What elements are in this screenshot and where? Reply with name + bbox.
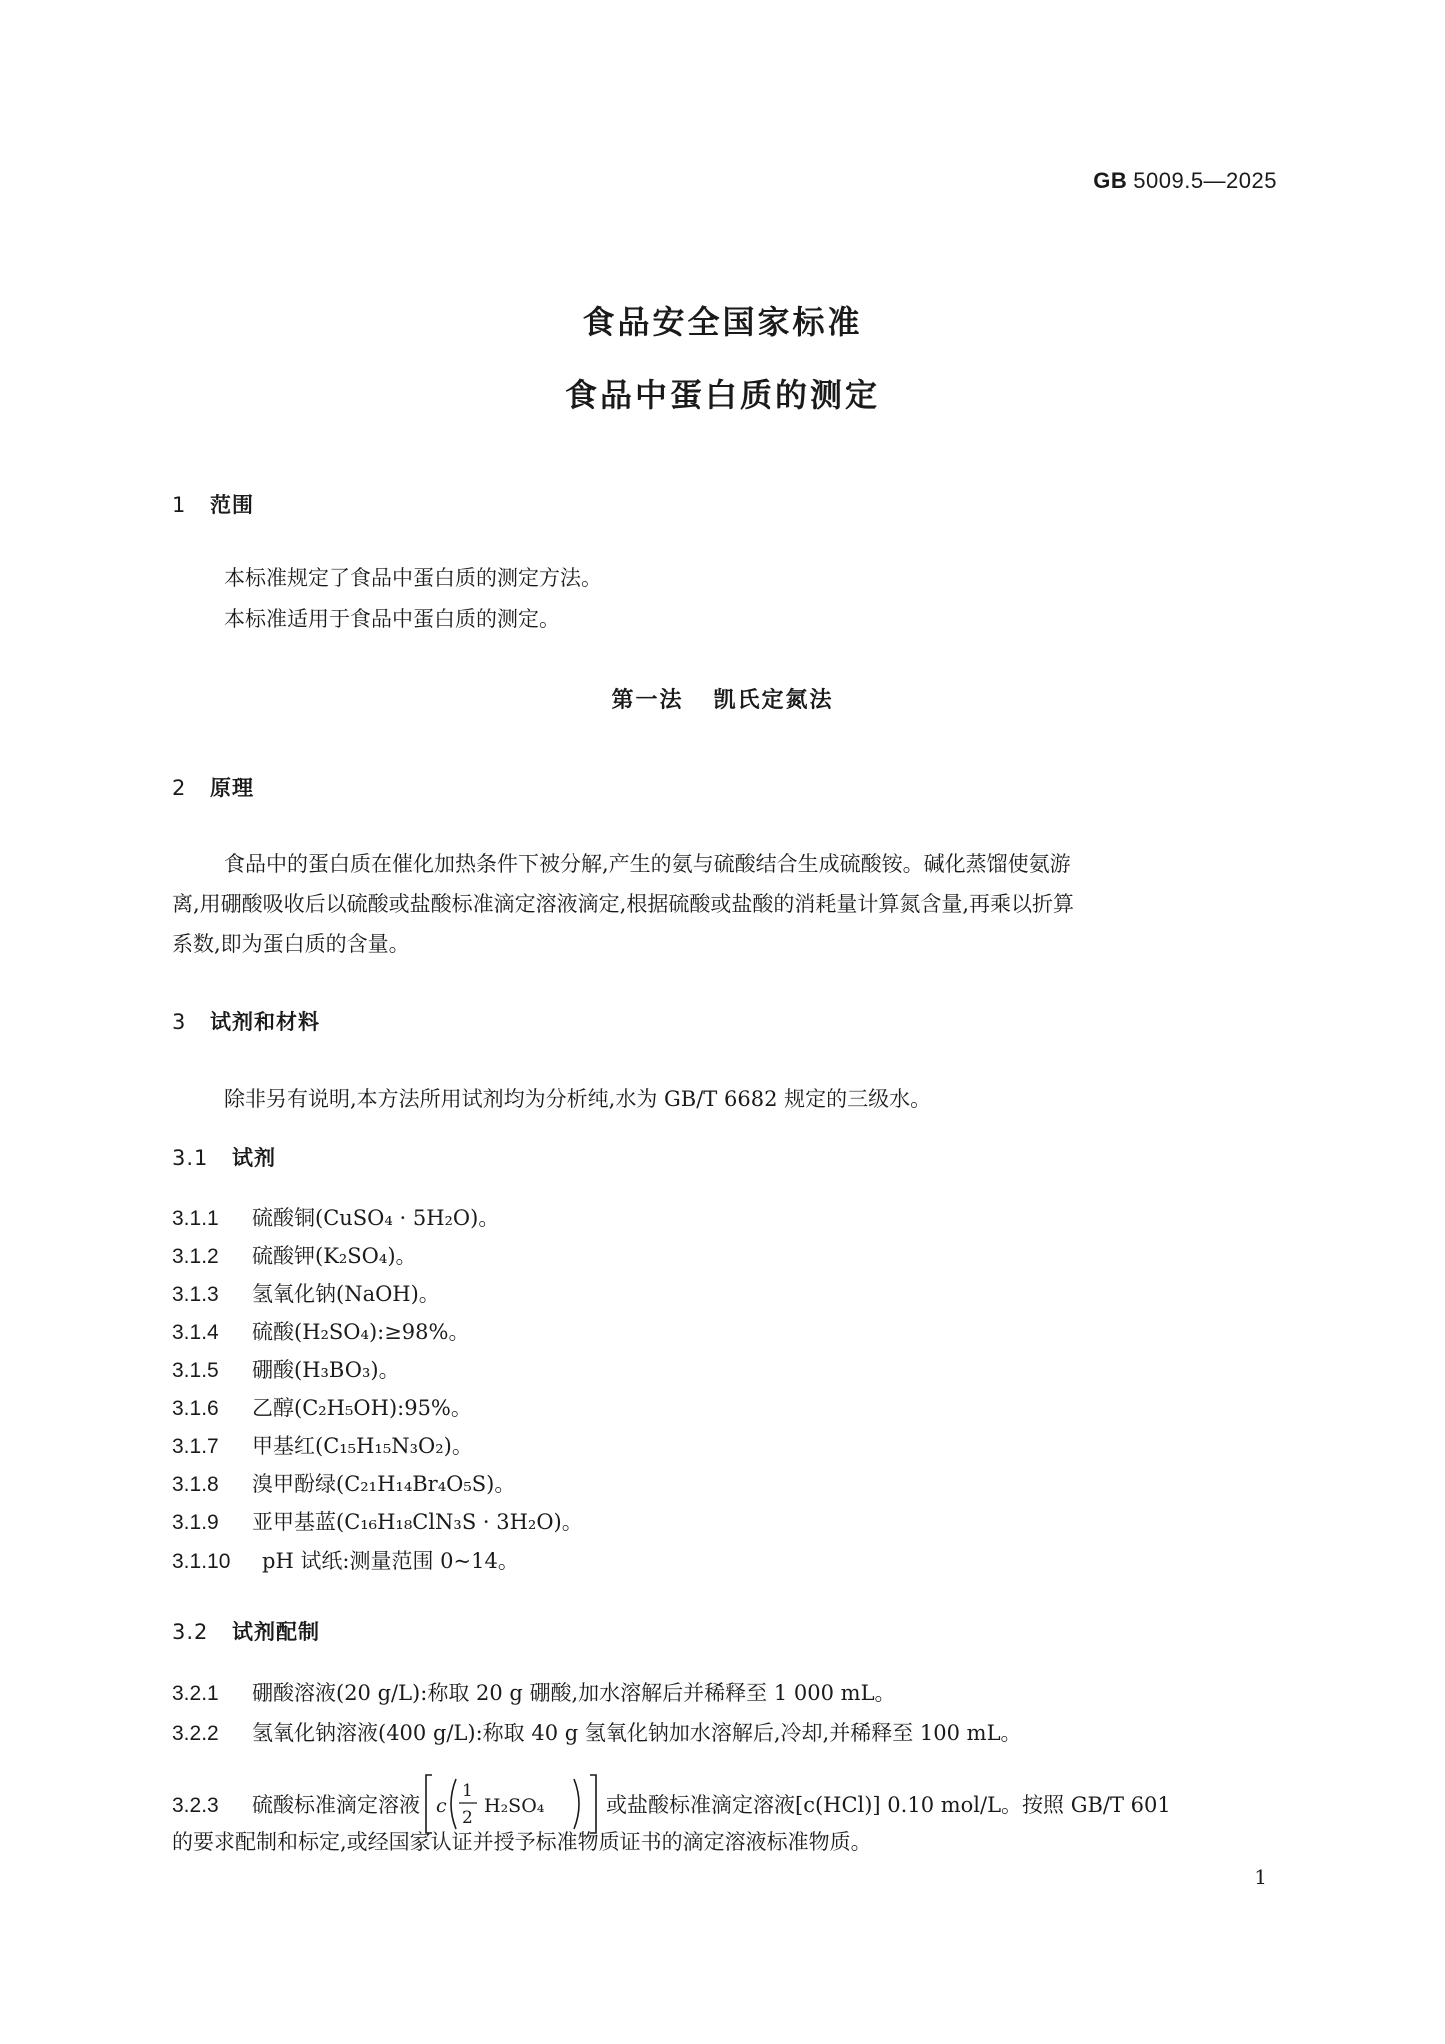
list-item: 3.1.2 硫酸钾(K₂SO₄)。 <box>172 1244 417 1268</box>
formula-numerator: 1 <box>462 1781 473 1801</box>
section-title: 试剂配制 <box>232 1620 320 1644</box>
standard-code <box>1093 168 1277 194</box>
document-title-line2: 食品中蛋白质的测定 <box>564 376 880 414</box>
section-number: 3 <box>172 1010 187 1034</box>
list-item: 3.1.7 甲基红(C₁₅H₁₅N₃O₂)。 <box>172 1434 473 1458</box>
scope-paragraph-2: 本标准适用于食品中蛋白质的测定。 <box>224 607 560 631</box>
standard-number: 5009.5—2025 <box>1133 168 1277 193</box>
list-item: 3.1.6 乙醇(C₂H₅OH):95%。 <box>172 1396 472 1420</box>
section-title: 试剂 <box>232 1146 276 1170</box>
section-3-2-heading <box>172 1616 320 1646</box>
standard-prefix: GB <box>1093 168 1128 193</box>
principle-line-1: 食品中的蛋白质在催化加热条件下被分解,产生的氨与硫酸结合生成硫酸铵。碱化蒸馏使氨游 <box>224 852 1071 876</box>
list-item: 3.1.10 pH 试纸:测量范围 0~14。 <box>172 1549 519 1573</box>
section-title: 原理 <box>210 776 254 800</box>
principle-line-3: 系数,即为蛋白质的含量。 <box>172 932 410 956</box>
section-number: 2 <box>172 776 187 800</box>
section-number: 3.1 <box>172 1146 209 1170</box>
list-item: 3.1.4 硫酸(H₂SO₄):≥98%。 <box>172 1320 470 1344</box>
formula-c: c <box>436 1795 447 1817</box>
list-item: 3.1.1 硫酸铜(CuSO₄ · 5H₂O)。 <box>172 1206 500 1230</box>
section-2-heading <box>172 772 254 802</box>
list-item: 3.1.8 溴甲酚绿(C₂₁H₁₄Br₄O₅S)。 <box>172 1472 516 1496</box>
section-title: 试剂和材料 <box>210 1010 320 1034</box>
section-number: 1 <box>172 493 187 517</box>
section-3-1-heading <box>172 1142 276 1172</box>
method-heading <box>0 683 1445 714</box>
section-1-heading <box>172 489 254 519</box>
page-number: 1 <box>1254 1865 1267 1889</box>
method-name: 凯氏定氮法 <box>713 688 834 713</box>
section-3-heading <box>172 1006 320 1036</box>
method-label: 第一法 <box>611 688 684 713</box>
principle-line-2: 离,用硼酸吸收后以硫酸或盐酸标准滴定溶液滴定,根据硫酸或盐酸的消耗量计算氮含量,再乘以折算 <box>172 892 1075 916</box>
list-item: 3.2.1 硼酸溶液(20 g/L):称取 20 g 硼酸,加水溶解后并稀释至 1 000 mL。 <box>172 1681 896 1705</box>
formula-denominator: 2 <box>462 1808 473 1828</box>
formula-species: H₂SO₄ <box>484 1795 545 1817</box>
list-item: 3.1.3 氢氧化钠(NaOH)。 <box>172 1282 440 1306</box>
section-number: 3.2 <box>172 1620 209 1644</box>
list-item: 3.1.5 硼酸(H₃BO₃)。 <box>172 1358 400 1382</box>
scope-paragraph-1: 本标准规定了食品中蛋白质的测定方法。 <box>224 566 602 590</box>
preparation-continuation: 的要求配制和标定,或经国家认证并授予标准物质证书的滴定溶液标准物质。 <box>172 1830 872 1854</box>
section-title: 范围 <box>210 493 254 517</box>
list-item: 3.1.9 亚甲基蓝(C₁₆H₁₈ClN₃S · 3H₂O)。 <box>172 1510 583 1534</box>
document-title-line1: 食品安全国家标准 <box>582 303 863 341</box>
list-item: 3.2.2 氢氧化钠溶液(400 g/L):称取 40 g 氢氧化钠加水溶解后,冷却,并稀释至 100 mL。 <box>172 1721 1022 1745</box>
list-item: 3.2.3 硫酸标准滴定溶液 c 1 2 H₂SO₄ 或盐酸标准滴定溶液[c(HCl)] 0.10 mol/L。按照 GB/T 601 <box>172 1773 1171 1840</box>
reagents-intro: 除非另有说明,本方法所用试剂均为分析纯,水为 GB/T 6682 规定的三级水。 <box>224 1087 932 1111</box>
